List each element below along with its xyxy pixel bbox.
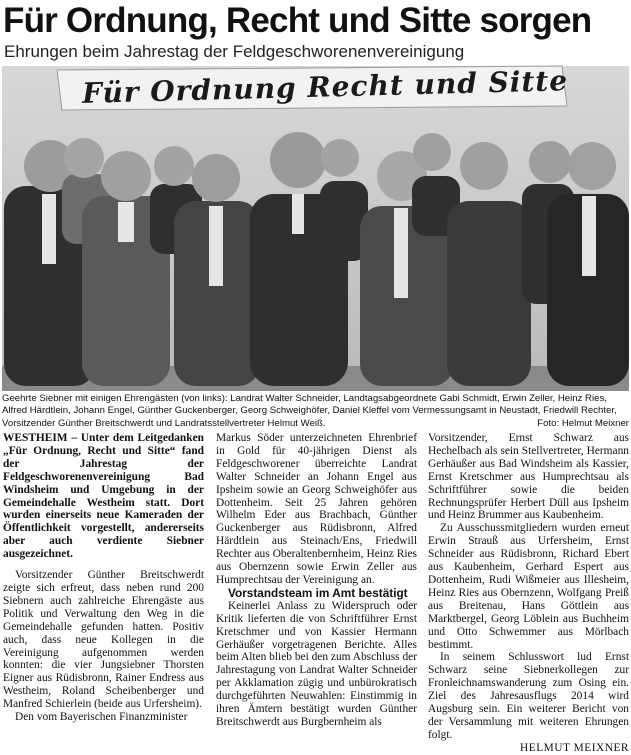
article-column-2 [216,432,417,729]
group-photo-illustration [2,66,629,391]
article-paragraph-continued: Vorsitzender, Ernst Schwarz aus Hechelbach als sein Stellvertreter, Hermann Gerhäußer aus Bad Windsheim als Kassier, Ernst Kretschmer aus Humprechtsau als Schriftführer sowie die beiden Rechnungsprüfer Herbert Düll aus Ipsheim und Heinz Brummer aus Kaubenheim. [428,432,629,522]
article-paragraph-3: Keinerlei Anlass zu Widerspruch oder Kritik lieferten die von Schriftführer Ernst Kretschmer und von Kassier Hermann Gerhäußer vorgetragenen Berichte. Alles beim Alten blieb bei den zum Abschluss der Jahrestagung von Landrat Walter Schneider per Akklamation zügig und unbürokratisch durchgeführten Neuwahlen: Einstimmig in ihren Ämtern bestätigt wurden Günther Breitschwerdt aus Burgbernheim als [216,599,417,728]
article-paragraph-1: Vorsitzender Günther Breitschwerdt zeigte sich erfreut, dass neben rund 200 Siebnern auch zahlreiche Ehrengäste aus Politik und Verwaltung den Weg in die Gemeindehalle gefunden hatten. Positiv auch, dass neue Kollegen in die Vereinigung aufgenommen werden konnten: die vier Jungsiebner Thorsten Eigner aus Rüdisbronn, Rainer Endress aus Westheim, Roland Scheibenberger und Manfred Schierlein (beide aus Urfersheim). [3,569,204,711]
article-column-3 [428,432,629,755]
article-paragraph-5: In seinem Schlusswort lud Ernst Schwarz seine Siebnerkollegen zur Fronleichnamswanderung zum Osing ein. Ziel des Jahresausflugs 2014 wird Augsburg sein. Ein weiterer Bericht von der Versammlung mit weiteren Ehrungen folgt. [428,651,629,741]
article-paragraph-continued: Markus Söder unterzeichneten Ehrenbrief in Gold für 40-jährigen Dienst als Feldgeschworener überreichte Landrat Walter Schneider an Johann Engel aus Ipsheim sowie an Georg Schweighöfer aus Dottenheim. Seit 25 Jahren gehören Wilhelm Eder aus Brachbach, Günther Guckenberger aus Rüdisbronn, Alfred Härdtlein aus Steinach/Ens, Friedwill Rechter aus Oberaltenbernheim, Heinz Ries aus Obernzenn sowie Erwin Zeller aus Humprechtsau der Vereinigung an. [216,432,417,586]
article-lead: WESTHEIM – Unter dem Leitgedanken „Für Ordnung, Recht und Sitte“ fand der Jahrestag der Feldgeschworenenvereinigung Bad Windsheim und Umgebung in der Gemeindehalle Westheim statt. Dort wurden einerseits neue Kameraden der Öffentlichkeit vorgestellt, andererseits aber auch verdiente Siebner ausgezeichnet. [3,432,204,561]
banner-text: Für Ordnung Recht und Sitte [81,64,569,110]
article-paragraph-4: Zu Ausschussmitgliedern wurden erneut Erwin Strauß aus Urfersheim, Ernst Schneider aus Rüdisbronn, Richard Ebert aus Kaubenheim, Gerhard Espert aus Dottenheim, Rudi Wißmeier aus Illesheim, Heinz Ries aus Obernzenn, Wolfgang Preiß aus Breitenau, Hans Göttlein aus Marktbergel, Georg Löblein aus Buchheim und Otto Schwemmer aus Mörlbach bestimmt. [428,522,629,651]
headline: Für Ordnung, Recht und Sitte sorgen [3,1,592,40]
caption-text: Geehrte Siebner mit einigen Ehrengästen (von links): Landrat Walter Schneider, Landtagsabgeordnete Gabi Schmidt, Erwin Zeller, Heinz Ries, Alfred Härdtlein, Johann Engel, Günther Guckenberger, Georg Schweighöfer, Daniel Kleffel vom Vermessungsamt in Neustadt, Friedwill Rechter, Vorsitzender Günther Breitschwerdt und Landratsstellvertreter Helmut Weiß. [2,393,617,429]
section-subtitle: Vorstandsteam im Amt bestätigt [228,585,408,600]
article-paragraph-2: Den vom Bayerischen Finanzminister [15,711,188,724]
photo-caption [2,393,629,430]
photo-credit: Foto: Helmut Meixner [537,417,629,429]
group-photo [2,66,629,391]
article-author: HELMUT MEIXNER [520,741,629,754]
article-column-1 [3,432,204,724]
subheadline: Ehrungen beim Jahrestag der Feldgeschworenenvereinigung [4,42,465,61]
